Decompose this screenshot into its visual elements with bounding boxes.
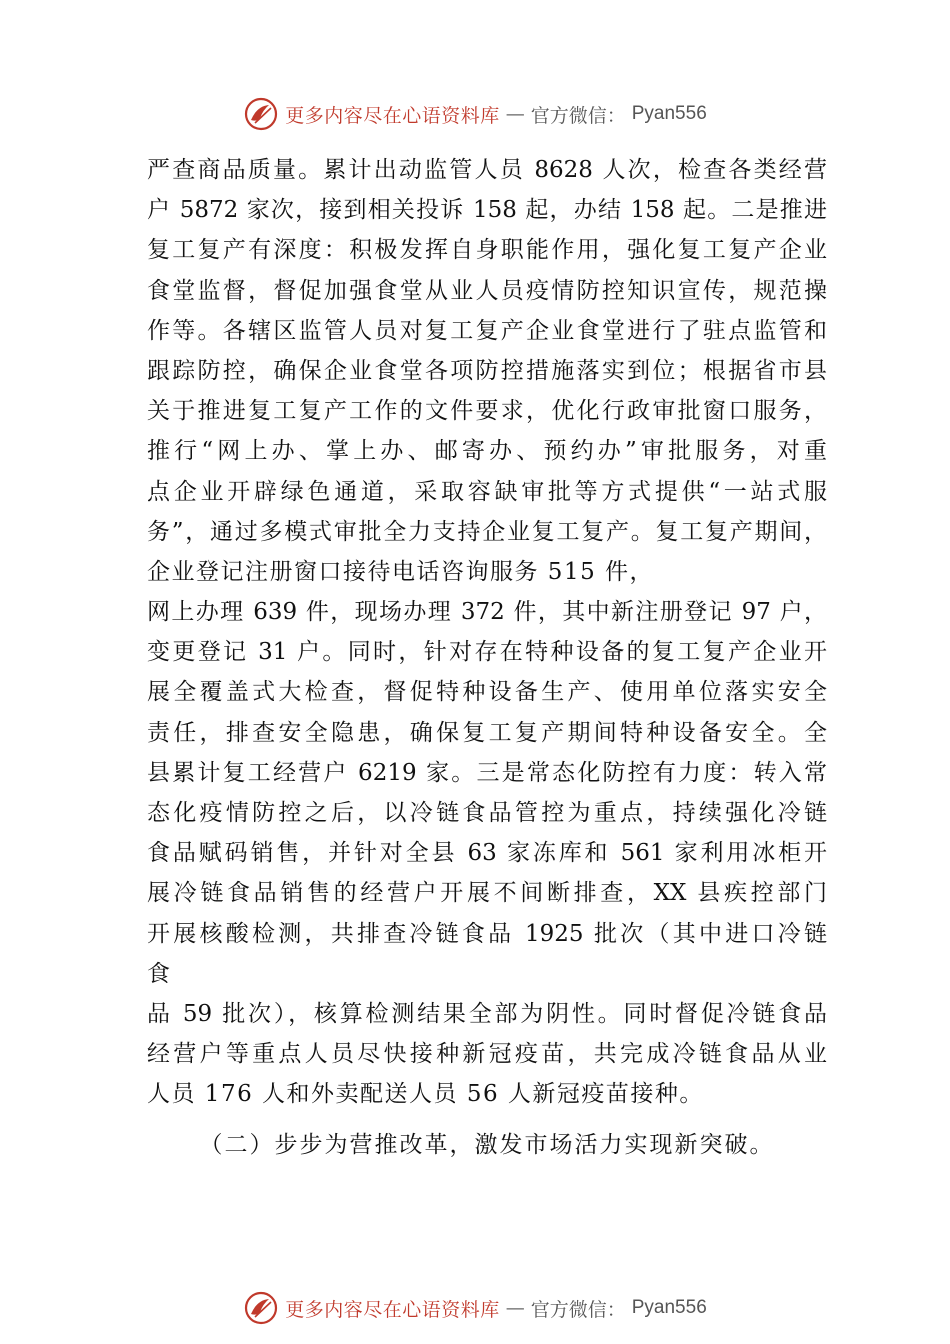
body-line: 经营户等重点人员尽快接种新冠疫苗，共完成冷链食品从业: [147, 1041, 827, 1068]
section-heading: （二）步步为营推改革，激发市场活力实现新突破。: [199, 1132, 775, 1158]
body-line: 开展核酸检测，共排查冷链食品 1925 批次（其中进口冷链: [147, 920, 827, 947]
banner-dash: —: [505, 1297, 525, 1319]
banner-wechat-label: 官方微信：: [530, 104, 626, 127]
seal-logo-icon: [243, 96, 279, 132]
body-line: 人员 176 人和外卖配送人员 56 人新冠疫苗接种。: [147, 1081, 704, 1108]
body-line: 点企业开辟绿色通道，采取容缺审批等方式提供“一站式服: [147, 478, 827, 505]
seal-logo-icon: [243, 1290, 279, 1326]
body-line: 网上办理 639 件，现场办理 372 件，其中新注册登记 97 户，: [147, 599, 827, 626]
body-line: 作等。各辖区监管人员对复工复产企业食堂进行了驻点监管和: [147, 317, 827, 344]
footer-banner: [0, 1288, 950, 1328]
body-line: 责任，排查安全隐患，确保复工复产期间特种设备安全。全: [147, 719, 827, 746]
body-line: 推行“网上办、掌上办、邮寄办、预约办”审批服务，对重: [147, 438, 827, 465]
body-line: 跟踪防控，确保企业食堂各项防控措施落实到位；根据省市县: [147, 357, 827, 384]
body-line: 复工复产有深度：积极发挥自身职能作用，强化复工复产企业: [147, 237, 827, 264]
banner-wechat-id: Pyan556: [631, 103, 707, 124]
body-line: 食堂监督，督促加强食堂从业人员疫情防控知识宣传，规范操: [147, 277, 827, 304]
body-line: 展冷链食品销售的经营户开展不间断排查，XX 县疾控部门: [147, 880, 827, 907]
body-line: 展全覆盖式大检查，督促特种设备生产、使用单位落实安全: [147, 679, 827, 706]
banner-dash: —: [505, 103, 525, 125]
body-line: 变更登记 31 户。同时，针对存在特种设备的复工复产企业开: [147, 639, 827, 666]
banner-wechat-id: Pyan556: [631, 1297, 707, 1318]
body-line: 品 59 批次），核算检测结果全部为阴性。同时督促冷链食品: [147, 1000, 827, 1027]
body-line: 务”，通过多模式审批全力支持企业复工复产。复工复产期间，: [147, 518, 827, 545]
body-line: 食品赋码销售，并针对全县 63 家冻库和 561 家利用冰柜开: [147, 840, 827, 867]
body-line: 户 5872 家次，接到相关投诉 158 起，办结 158 起。二是推进: [147, 197, 827, 224]
document-body: [147, 150, 827, 1115]
body-line: 县累计复工经营户 6219 家。三是常态化防控有力度：转入常: [147, 759, 827, 786]
header-banner: [0, 94, 950, 134]
body-line: 企业登记注册窗口接待电话咨询服务 515 件，: [147, 558, 655, 585]
body-line: 严查商品质量。累计出动监管人员 8628 人次，检查各类经营: [147, 157, 827, 183]
body-line: 关于推进复工复产工作的文件要求，优化行政审批窗口服务，: [147, 398, 827, 425]
body-line: 食: [147, 960, 172, 987]
banner-title: 更多内容尽在心语资料库: [285, 104, 500, 127]
banner-wechat-label: 官方微信：: [530, 1298, 626, 1321]
banner-title: 更多内容尽在心语资料库: [285, 1298, 500, 1321]
body-line: 态化疫情防控之后，以冷链食品管控为重点，持续强化冷链: [147, 800, 827, 826]
